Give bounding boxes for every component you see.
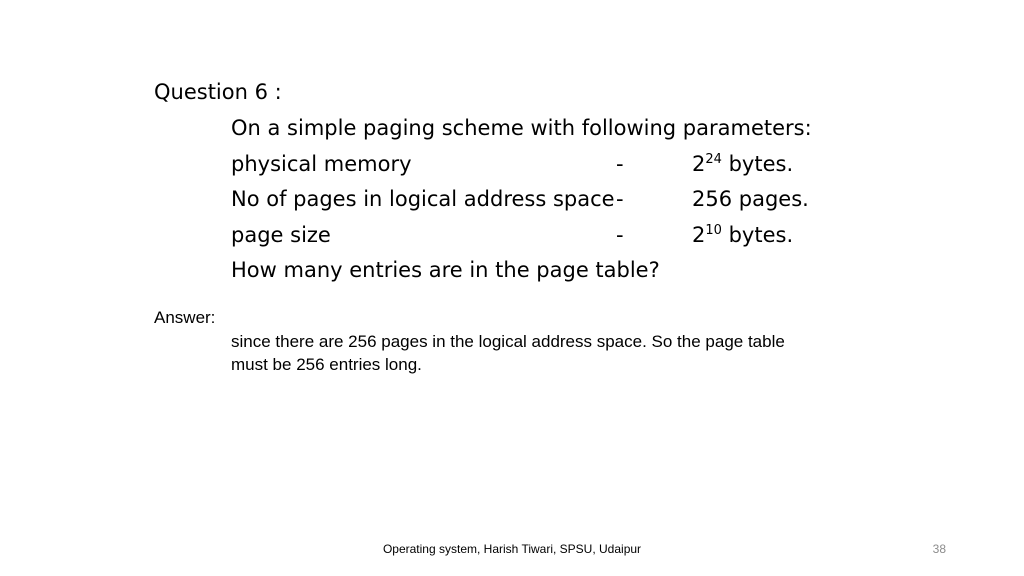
param-value bbox=[692, 220, 793, 250]
answer-text bbox=[231, 330, 785, 376]
param-value-exponent: 24 bbox=[705, 151, 722, 167]
answer-label: Answer: bbox=[154, 308, 216, 327]
param-row-page-size bbox=[231, 220, 812, 256]
param-value-suffix: bytes. bbox=[721, 222, 794, 247]
param-dash: - bbox=[616, 151, 624, 176]
param-dash: - bbox=[616, 187, 624, 211]
page-number: 38 bbox=[932, 542, 946, 556]
param-row-physical-memory bbox=[231, 149, 812, 185]
answer-line-2: must be 256 entries long. bbox=[231, 355, 422, 374]
param-value-suffix: bytes. bbox=[721, 151, 794, 176]
param-value-exponent: 10 bbox=[705, 222, 722, 238]
param-label: page size bbox=[231, 222, 331, 247]
param-value-base: 2 bbox=[692, 151, 706, 176]
param-value: 256 pages. bbox=[692, 187, 809, 211]
question-intro: On a simple paging scheme with following parameters: bbox=[231, 116, 812, 140]
question-title: Question 6 : bbox=[154, 80, 282, 104]
param-label: physical memory bbox=[231, 151, 412, 176]
footer-text: Operating system, Harish Tiwari, SPSU, Udaipur bbox=[382, 542, 642, 556]
param-row-pages bbox=[231, 184, 812, 220]
param-value-base: 2 bbox=[692, 222, 706, 247]
question-body bbox=[231, 113, 812, 291]
param-dash: - bbox=[616, 222, 624, 247]
question-prompt: How many entries are in the page table? bbox=[231, 258, 660, 282]
param-value bbox=[692, 149, 793, 179]
param-label: No of pages in logical address space bbox=[231, 187, 615, 211]
answer-line-1: since there are 256 pages in the logical address space. So the page table bbox=[231, 332, 785, 351]
